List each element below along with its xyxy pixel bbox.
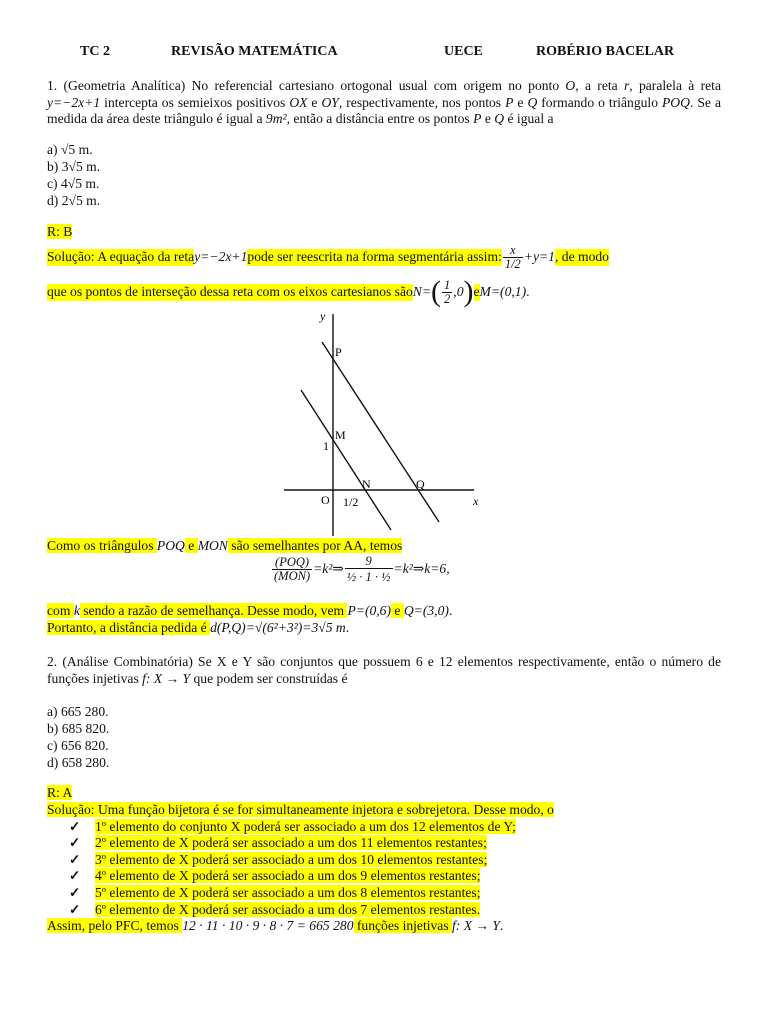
q1-text: e [513, 94, 528, 110]
q1-solution-line2: que os pontos de interseção dessa reta com os eixos cartesianos são N= ( $\frac{1}{2}$ ,0 ) e M=(0,1) . [47, 275, 530, 309]
list-item [69, 835, 721, 852]
q1-option-a: a) √5 m. [47, 141, 93, 157]
q2-final-line [47, 918, 721, 935]
q1-text: formando o triângulo [537, 94, 662, 110]
q2-option-b: b) 685 820. [47, 721, 110, 737]
check-text: 6º elemento de X poderá ser associado a um dos 7 elementos restantes. [95, 901, 481, 917]
check-text: 2º elemento de X poderá ser associado a um dos 11 elementos restantes; [95, 835, 487, 851]
checkmark-icon: ✓ [69, 851, 81, 867]
header-author: ROBÉRIO BACELAR [536, 44, 675, 59]
q1-math: y=−2x+1 [47, 94, 101, 110]
origin-label: O [321, 493, 330, 508]
sol-text: Como os triângulos [47, 538, 157, 554]
q1-math: POQ [662, 94, 690, 110]
sol-math: 12 · 11 · 10 · 9 · 8 · 7 = 665 280 [182, 918, 354, 934]
point-Q-label: Q [416, 477, 425, 492]
list-item [69, 902, 721, 919]
sol-math: N= [412, 284, 432, 300]
sol-text: e [184, 538, 198, 554]
sol-text: pode ser reescrita na forma segmentária assim: [247, 249, 502, 265]
sol-math: POQ [156, 538, 185, 554]
q2-option-c: c) 656 820. [47, 738, 109, 754]
header-institution: UECE [444, 44, 483, 59]
sol-text: e [473, 284, 480, 300]
sol-text: Assim, pelo PFC, temos [47, 918, 183, 934]
sol-math: f: X → Y [452, 918, 500, 934]
sol-text: com [47, 602, 74, 618]
checkmark-icon: ✓ [69, 835, 81, 851]
sol-text: que os pontos de interseção dessa reta com os eixos cartesianos são [47, 284, 413, 300]
sol-text: , de modo [554, 249, 609, 265]
list-item [69, 819, 721, 836]
checkmark-icon: ✓ [69, 901, 81, 917]
x-axis-label: x [473, 494, 479, 509]
sol-math: M=(0,1) [479, 284, 527, 300]
q1-math: OX [289, 94, 308, 110]
sol-text: Solução: A equação da reta [47, 249, 195, 265]
checkmark-icon: ✓ [69, 868, 81, 884]
sol-text: . [526, 284, 530, 300]
q2-text: que podem ser construídas é [190, 670, 348, 686]
sol-math: P=(0,6) [347, 602, 392, 618]
sol-math: +y=1 [523, 249, 555, 265]
page-header [47, 44, 721, 62]
sol-math: k [73, 602, 80, 618]
q1-text: e [481, 111, 495, 127]
check-text: 5º elemento de X poderá ser associado a um dos 8 elementos restantes; [95, 884, 481, 900]
q1-math: 9m² [265, 111, 287, 127]
formula-den2: ½ · 1 · ½ [346, 569, 391, 584]
point-P-label: P [335, 345, 342, 360]
q1-math: Q [494, 111, 505, 127]
check-text: 1º elemento do conjunto X poderá ser associado a um dos 12 elementos de Y; [95, 818, 516, 834]
similarity-line [47, 538, 721, 555]
q1-text: intercepta os semieixos positivos [100, 94, 290, 110]
formula-den1: (MON) [274, 568, 311, 583]
formula-num1: (POQ) [272, 556, 312, 570]
q2-option-d: d) 658 280. [47, 755, 110, 771]
q1-option-b: b) 3√5 m. [47, 158, 101, 174]
q1-math: OY [321, 94, 339, 110]
q1-text: . Se a medida da área deste triângulo é igual a [47, 94, 721, 127]
header-code: TC 2 [80, 44, 110, 59]
check-text: 3º elemento de X poderá ser associado a um dos 10 elementos restantes; [95, 851, 488, 867]
q1-text: 1. (Geometria Analítica) No referencial cartesiano ortogonal usual com origem no ponto [47, 78, 566, 93]
sol-math: MON [197, 538, 228, 554]
sol-text: . [500, 918, 504, 934]
checkmark-icon: ✓ [69, 818, 81, 834]
q1-text: , respectivamente, nos pontos [338, 94, 506, 110]
list-item [69, 868, 721, 885]
formula-num2: 9 [345, 555, 393, 569]
q1-option-d: d) 2√5 m. [47, 192, 101, 208]
q1-text: , paralela à reta [629, 78, 721, 93]
sol-text: . [448, 602, 453, 618]
formula-mid: =k²⇒ [313, 561, 344, 577]
checkmark-icon: ✓ [69, 884, 81, 900]
tick-1-label: 1 [323, 439, 329, 454]
document-page [47, 44, 721, 935]
q1-math: O [565, 78, 576, 93]
list-item [69, 885, 721, 902]
q1-text: , a reta [575, 78, 624, 93]
sol-text: sendo a razão de semelhança. Desse modo, vem [79, 602, 348, 618]
header-title: REVISÃO MATEMÁTICA [171, 44, 338, 59]
q2-check-list [47, 819, 721, 919]
n-frac-den: 2 [444, 291, 451, 306]
formula-end: =k²⇒k=6, [393, 561, 450, 577]
q1-text: , então a distância entre os pontos [286, 111, 474, 127]
q1-statement [47, 78, 721, 128]
sol-math: ,0 [453, 284, 464, 300]
q1-math: r [623, 78, 630, 93]
sol-text: . [345, 619, 350, 635]
sol-math: y=−2x+1 [194, 249, 248, 265]
q2-text: 2. (Análise Combinatória) Se X e Y são conjuntos que possuem 6 e 12 elementos respectivamente, então o número de funções injetivas [47, 654, 721, 686]
point-N-label: N [362, 477, 371, 492]
q1-math: P [505, 94, 514, 110]
q1-options [47, 142, 721, 210]
cartesian-graph [47, 310, 721, 538]
y-axis-label: y [320, 310, 326, 324]
q2-statement [47, 654, 721, 687]
q2-option-a: a) 665 280. [47, 704, 109, 720]
q2-answer: R: A [47, 785, 73, 801]
q1-math: Q [527, 94, 538, 110]
sol-text: são semelhantes por AA, temos [227, 538, 403, 554]
q1-option-c: c) 4√5 m. [47, 175, 100, 191]
q1-solution-line1 [47, 240, 721, 274]
line-MN [301, 390, 391, 530]
sol-text: e [391, 602, 404, 618]
segment-fraction: $\frac{x}{1/2}$ [504, 242, 521, 271]
q2-math: f: X → Y [142, 670, 191, 686]
n-frac-num: 1 [444, 277, 451, 292]
similarity-formula [47, 555, 721, 603]
q1-text: é igual a [504, 111, 554, 127]
sol-math: d(P,Q)=√(6²+3²)=3√5 m [210, 619, 346, 635]
q2-options [47, 704, 721, 772]
list-item [69, 852, 721, 869]
sol-math: Q=(3,0) [403, 602, 449, 618]
q1-math: P [473, 111, 482, 127]
q1-graph [47, 310, 721, 538]
ratio-line [47, 603, 721, 620]
point-M-label: M [335, 428, 346, 443]
sol-text: Portanto, a distância pedida é [47, 619, 211, 635]
distance-line [47, 620, 721, 637]
q1-text: e [307, 94, 322, 110]
check-text: 4º elemento de X poderá ser associado a um dos 9 elementos restantes; [95, 868, 481, 884]
tick-half-label: 1/2 [343, 495, 359, 510]
q2-solution: Solução: Uma função bijetora é se for simultaneamente injetora e sobrejetora. Desse modo, o [47, 801, 554, 817]
q1-answer: R: B [47, 223, 73, 239]
sol-text: funções injetivas [353, 918, 453, 934]
